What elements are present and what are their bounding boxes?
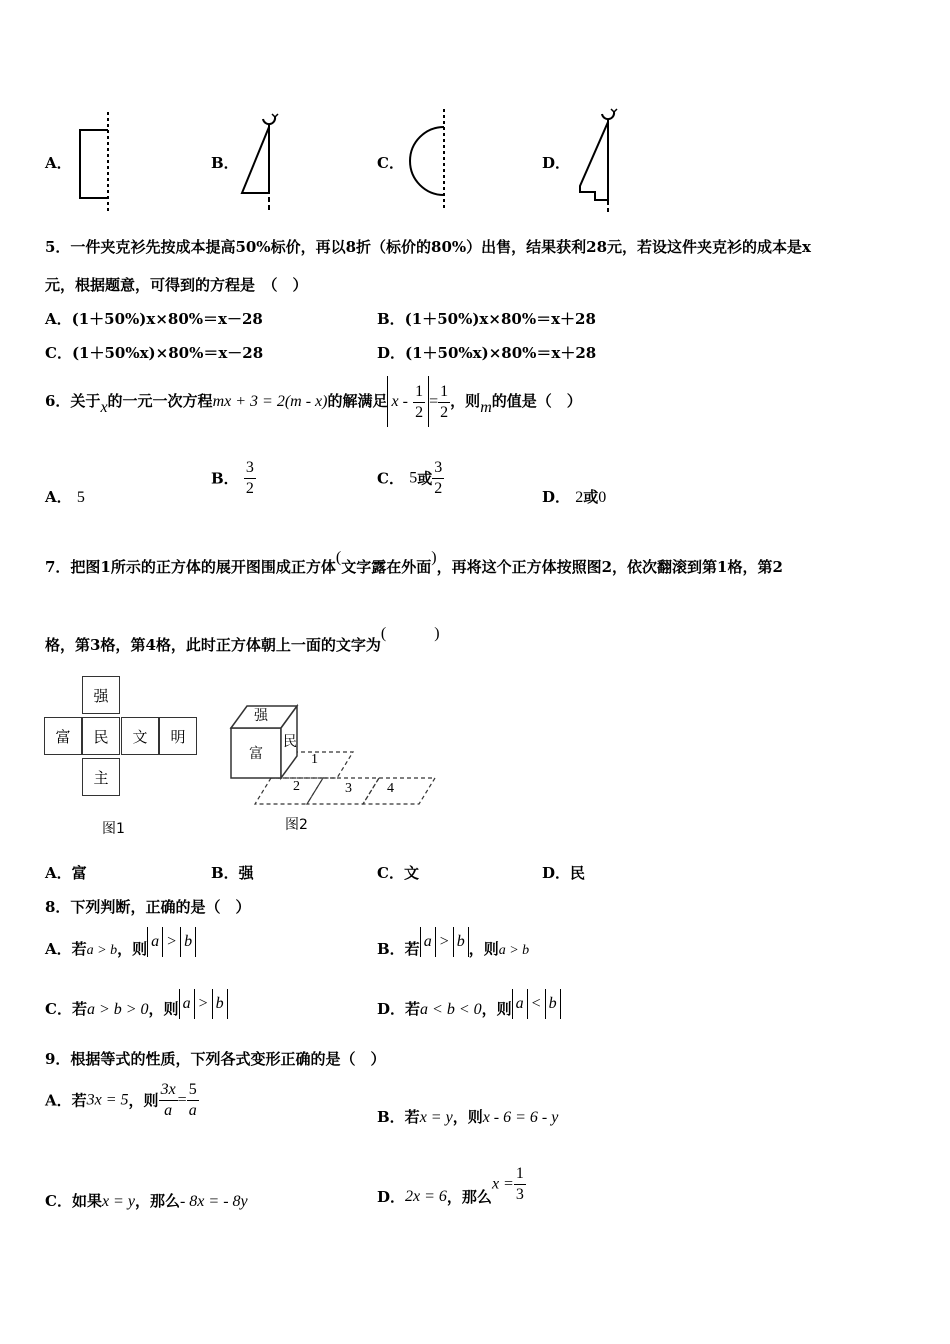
net-cell-center: 民 bbox=[82, 717, 120, 755]
q7-stem-line1: 7．把图1所示的正方体的展开图围成正方体(文字露在外面)，再将这个正方体按照图2，依次翻滚到第1格，第2 bbox=[45, 549, 783, 576]
q7-option-c: C．文 bbox=[377, 864, 419, 882]
q6-option-b: B． $\frac{3}{2}$ bbox=[211, 459, 254, 497]
grid-cell-3: 3 bbox=[345, 781, 352, 796]
q6-option-d: D． 2或0 bbox=[542, 488, 607, 506]
q5-option-d: D．(1＋50%x)×80%＝x＋28 bbox=[377, 344, 597, 362]
q6-stem: 6．关于x的一元一次方程mx + 3 = 2(m - x)的解满足 x - $\frac{1}{2}$ = $\frac{1}{2}$ ，则m的值是（ ） bbox=[45, 376, 582, 427]
cube-face-front: 富 bbox=[249, 746, 263, 762]
q5-stem-line1: 5．一件夹克衫先按成本提高50%标价，再以8折（标价的80%）出售，结果获利28元，若设这件夹克衫的成本是x bbox=[45, 238, 811, 256]
q4-option-c-label: C． bbox=[377, 154, 404, 172]
q7-option-a: A．富 bbox=[45, 864, 87, 882]
q9-option-b: B．若x = y，则x - 6 = 6 - y bbox=[377, 1108, 559, 1126]
cube-face-top: 强 bbox=[254, 708, 268, 724]
q7-figure2-caption: 图2 bbox=[285, 817, 308, 833]
net-cell-left: 富 bbox=[44, 717, 82, 755]
q6-var-m: m bbox=[480, 399, 492, 416]
q7-option-b: B．强 bbox=[211, 864, 254, 882]
q7-option-d: D．民 bbox=[542, 864, 586, 882]
q5-stem-line2: 元，根据题意，可得到的方程是 （ ） bbox=[45, 276, 308, 294]
q8-option-c: C．若a > b > 0，则 a > b bbox=[45, 994, 228, 1025]
q9-option-c: C．如果x = y，那么- 8x = - 8y bbox=[45, 1192, 248, 1210]
net-cell-top: 强 bbox=[82, 676, 120, 714]
q9-stem: 9．根据等式的性质，下列各式变形正确的是（ ） bbox=[45, 1050, 386, 1068]
q4-option-b-label: B． bbox=[211, 154, 239, 172]
grid-cell-4: 4 bbox=[387, 781, 394, 796]
q4-figure-b bbox=[232, 105, 282, 215]
grid-cell-2: 2 bbox=[293, 779, 300, 794]
q6-equation: mx + 3 = 2(m - x) bbox=[212, 393, 328, 410]
q4-figure-c bbox=[400, 105, 455, 215]
q8-option-b: B．若 a > b ，则a > b bbox=[377, 934, 529, 966]
q4-figure-a bbox=[72, 108, 122, 213]
q8-stem: 8．下列判断，正确的是（ ） bbox=[45, 898, 251, 916]
q5-option-b: B．(1＋50%)x×80%＝x＋28 bbox=[377, 310, 596, 328]
q4-figure-d bbox=[568, 100, 623, 215]
q4-option-d-label: D． bbox=[542, 154, 571, 172]
q5-option-a: A．(1＋50%)x×80%＝x－28 bbox=[45, 310, 263, 328]
q6-absolute-value: x - $\frac{1}{2}$ bbox=[387, 376, 429, 427]
net-cell-right1: 文 bbox=[121, 717, 159, 755]
q6-option-a: A． 5 bbox=[45, 488, 85, 506]
q5-option-c: C．(1＋50%x)×80%＝x－28 bbox=[45, 344, 264, 362]
q9-option-a: A．若3x = 5，则 $\frac{3x}{a}$ = $\frac{5}{a}$ bbox=[45, 1081, 197, 1119]
cube-face-side: 民 bbox=[283, 734, 297, 750]
q7-stem-line2: 格，第3格，第4格，此时正方体朝上一面的文字为( ) bbox=[45, 625, 440, 654]
q4-option-a-label: A． bbox=[45, 154, 72, 172]
net-cell-right2: 明 bbox=[159, 717, 197, 755]
q6-var-x: x bbox=[100, 399, 108, 416]
net-cell-bottom: 主 bbox=[82, 758, 120, 796]
q6-option-c: C． 5或 $\frac{3}{2}$ bbox=[377, 459, 443, 497]
q7-figure1-caption: 图1 bbox=[102, 821, 125, 837]
q9-option-d: D．2x = 6，那么x = $\frac{1}{3}$ bbox=[377, 1165, 524, 1206]
q8-option-d: D．若a < b < 0，则 a < b bbox=[377, 994, 561, 1025]
grid-cell-1: 1 bbox=[311, 752, 318, 767]
q8-option-a: A．若a > b，则 a > b bbox=[45, 934, 196, 966]
